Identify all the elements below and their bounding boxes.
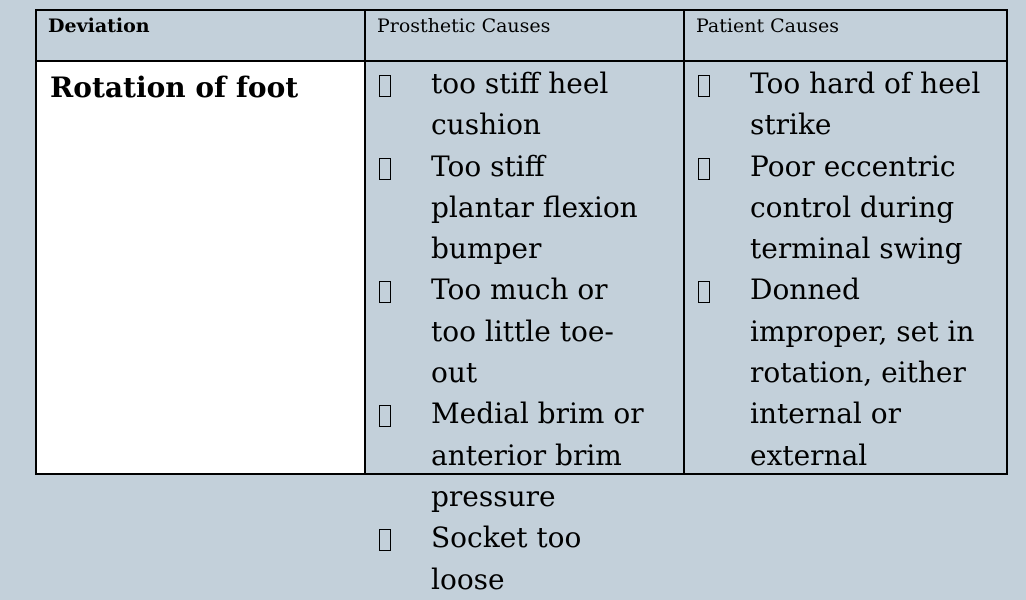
patient-causes-cell: [696, 63, 996, 476]
list-item: too stiff heel cushion: [377, 63, 655, 146]
prosthetic-causes-cell: [377, 63, 655, 600]
prosthetic-causes-list: [377, 63, 655, 600]
list-item: Too hard of heel strike: [696, 63, 996, 146]
header-prosthetic-causes: Prosthetic Causes: [377, 15, 551, 37]
deviation-table: [35, 9, 1008, 596]
list-item: Medial brim or anterior brim pressure: [377, 393, 655, 517]
list-item: Donned improper, set in rotation, either internal or external: [696, 269, 996, 475]
list-item: Poor eccentric control during terminal swing: [696, 146, 996, 270]
header-patient-causes: Patient Causes: [696, 15, 839, 37]
deviation-cell: [37, 62, 364, 473]
list-item: Too much or too little toe-out: [377, 269, 655, 393]
list-item: Socket too loose: [377, 517, 655, 600]
empty-square-glyph-icon: [379, 529, 391, 551]
column-divider: [364, 11, 366, 473]
patient-causes-list: [696, 63, 996, 476]
list-item: Too stiff plantar flexion bumper: [377, 146, 655, 270]
empty-square-glyph-icon: [698, 75, 710, 97]
empty-square-glyph-icon: [379, 281, 391, 303]
empty-square-glyph-icon: [698, 158, 710, 180]
empty-square-glyph-icon: [379, 158, 391, 180]
empty-square-glyph-icon: [379, 405, 391, 427]
deviation-name: Rotation of foot: [50, 71, 299, 104]
empty-square-glyph-icon: [698, 281, 710, 303]
column-divider: [683, 11, 685, 473]
empty-square-glyph-icon: [379, 75, 391, 97]
header-deviation: Deviation: [48, 15, 150, 37]
